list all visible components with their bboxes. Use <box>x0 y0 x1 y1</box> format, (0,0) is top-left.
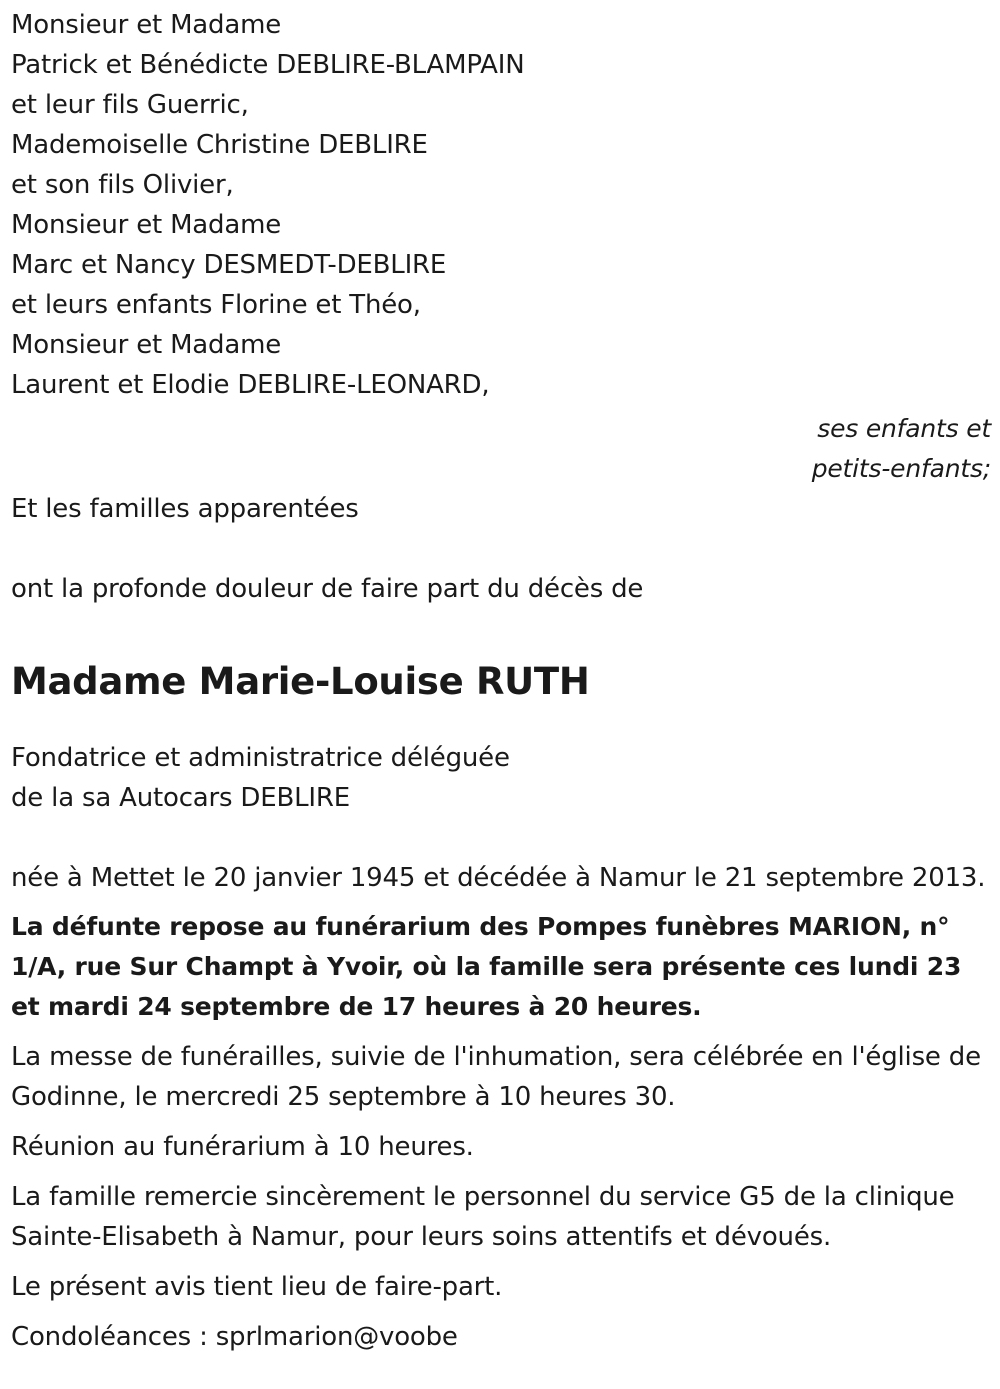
obituary-notice <box>11 0 991 1357</box>
repose-info: La défunte repose au funérarium des Pompes funèbres MARION, n° 1/A, rue Sur Champt à Yvoir, où la famille sera présente ces lundi 23 et mardi 24 septembre de 17 heures à 20 heures. <box>11 912 962 1021</box>
family-list <box>11 0 991 405</box>
family-line: Monsieur et Madame <box>11 10 281 40</box>
family-line: Mademoiselle Christine DEBLIRE <box>11 130 428 160</box>
thanks-text: La famille remercie sincèrement le personnel du service G5 de la clinique Sainte-Elisabeth à Namur, pour leurs soins attentifs et dévoués. <box>11 1182 955 1252</box>
role-line: de la sa Autocars DEBLIRE <box>11 783 350 813</box>
families-line: Et les familles apparentées <box>11 494 359 524</box>
funeral-mass: La messe de funérailles, suivie de l'inhumation, sera célébrée en l'église de Godinne, le mercredi 25 septembre à 10 heures 30. <box>11 1042 981 1112</box>
announcement: ont la profonde douleur de faire part du décès de <box>11 574 644 604</box>
family-line: Monsieur et Madame <box>11 330 281 360</box>
relation-line: ses enfants et <box>817 414 991 443</box>
role-line: Fondatrice et administratrice déléguée <box>11 743 510 773</box>
relation-block <box>11 409 991 489</box>
family-line: Marc et Nancy DESMEDT-DEBLIRE <box>11 250 447 280</box>
meeting-info: Réunion au funérarium à 10 heures. <box>11 1132 474 1162</box>
family-line: Laurent et Elodie DEBLIRE-LEONARD, <box>11 370 490 400</box>
deceased-name: Madame Marie-Louise RUTH <box>11 660 590 703</box>
relation-line: petits-enfants; <box>811 454 991 483</box>
notice-text: Le présent avis tient lieu de faire-part. <box>11 1272 503 1302</box>
family-line: et leurs enfants Florine et Théo, <box>11 290 421 320</box>
family-line: Patrick et Bénédicte DEBLIRE-BLAMPAIN <box>11 50 525 80</box>
role-block <box>11 738 991 818</box>
family-line: et leur fils Guerric, <box>11 90 249 120</box>
birth-death: née à Mettet le 20 janvier 1945 et décédée à Namur le 21 septembre 2013. <box>11 863 986 893</box>
condolences-line: Condoléances : sprlmarion@voobe <box>11 1322 458 1352</box>
family-line: Monsieur et Madame <box>11 210 281 240</box>
family-line: et son fils Olivier, <box>11 170 234 200</box>
